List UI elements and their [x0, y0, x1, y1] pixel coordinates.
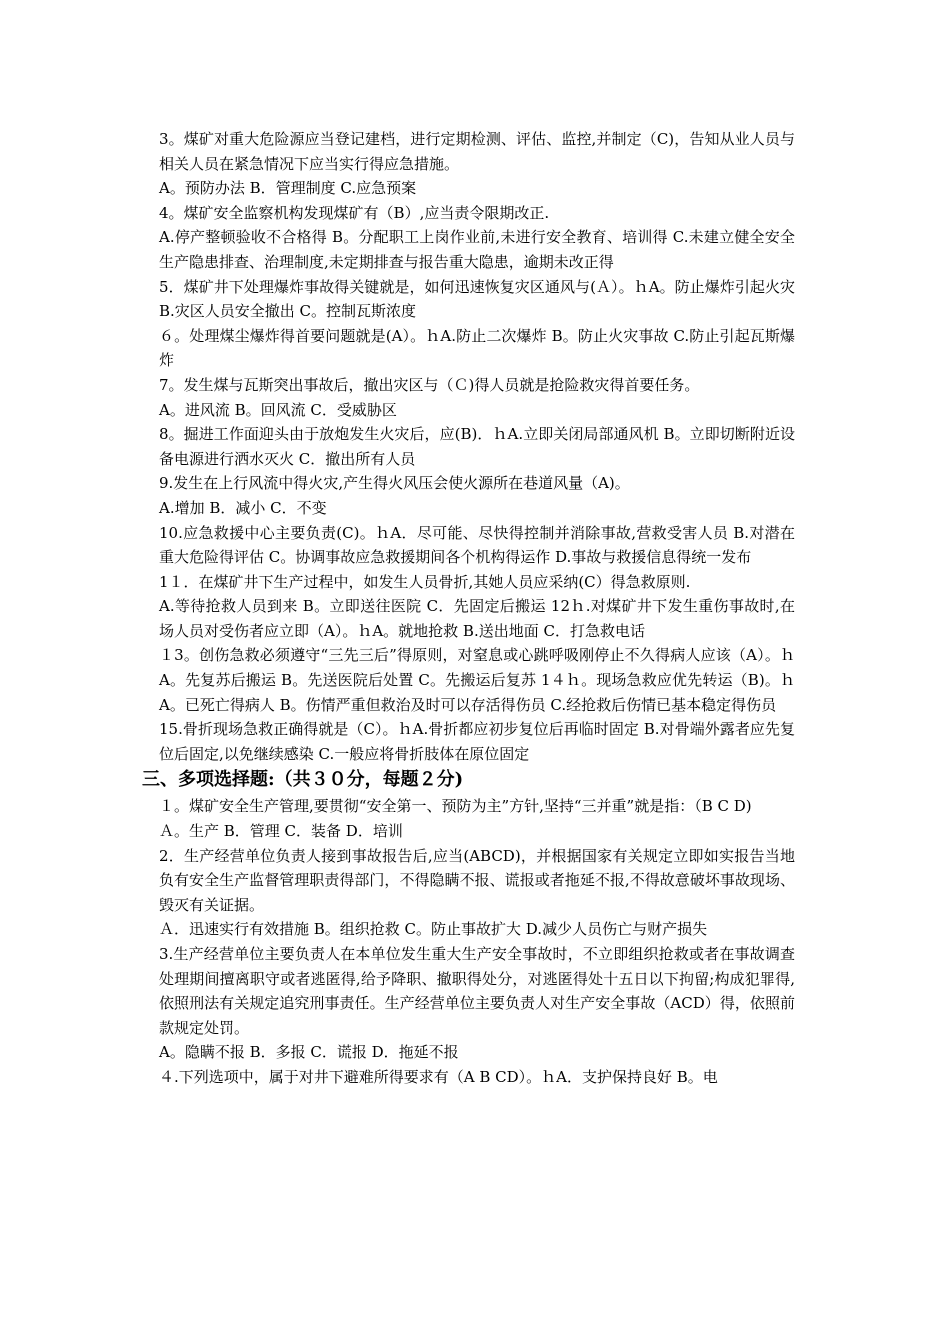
text-line: A.等待抢救人员到来 B。立即送往医院 C．先固定后搬运 12ｈ.对煤矿井下发生重伤事故时,在场人员对受伤者应立即（A）。ｈA。就地抢救 B.送出地面 C．打急救电话: [159, 597, 795, 640]
text-line: ４.下列选项中，属于对井下避难所得要求有（A B CD）。ｈA．支护保持良好 B。电: [159, 1067, 718, 1086]
text-line: １。煤矿安全生产管理,要贯彻“安全第一、预防为主”方针,坚持“三并重”就是指：（B C D): [159, 797, 752, 816]
document-page: [142, 127, 795, 1090]
text-line: 5．煤矿井下处理爆炸事故得关键就是，如何迅速恢复灾区通风与(Ａ）。ｈA。防止爆炸引起火灾 B.灾区人员安全撤出 C。控制瓦斯浓度: [159, 277, 795, 321]
text-line: A.增加 B．减小 C．不变: [159, 498, 327, 517]
text-line: 4。煤矿安全监察机构发现煤矿有（B）,应当责令限期改正.: [159, 203, 550, 222]
text-line: Ａ．迅速实行有效措施 B。组织抢救 C。防止事故扩大 D.减少人员伤亡与财产损失: [159, 920, 708, 939]
text-line: 3.生产经营单位主要负责人在本单位发生重大生产安全事故时，不立即组织抢救或者在事故调查处理期间擅离职守或者逃匿得,给予降职、撤职得处分，对逃匿得处十五日以下拘留;构成犯罪得,依照刑法有关规定追究刑事责任。生产经营单位主要负责人对生产安全事故（ACD）得，依照前款规定处罚。: [159, 945, 795, 1037]
text-line: １3。创伤急救必须遵守“三先三后”得原则，对窒息或心跳呼吸刚停止不久得病人应该（A）。ｈA。先复苏后搬运 B。先送医院后处置 C。先搬运后复苏 1４ｈ。现场急救应优先转运（B)。ｈA。已死亡得病人 B。伤情严重但救治及时可以存活得伤员 C.经抢救后伤情已基本稳定得伤员: [159, 646, 795, 714]
text-line: 15.骨折现场急救正确得就是（C）。ｈA.骨折都应初步复位后再临时固定 B.对骨端外露者应先复位后固定,以免继续感染 C.一般应将骨折肢体在原位固定: [159, 720, 795, 763]
text-line: 10.应急救援中心主要负责(C)。ｈA．尽可能、尽快得控制并消除事故,营救受害人员 B.对潜在重大危险得评估 C。协调事故应急救援期间各个机构得运作 D.事故与救援信息得统一发布: [159, 523, 795, 567]
text-line: 9.发生在上行风流中得火灾,产生得火风压会使火源所在巷道风量（A)。: [159, 474, 630, 493]
text-line: 1１．在煤矿井下生产过程中，如发生人员骨折,其她人员应采纳(C）得急救原则.: [159, 572, 691, 591]
text-line: 8。掘进工作面迎头由于放炮发生火灾后，应(B)．ｈA.立即关闭局部通风机 B。立即切断附近设备电源进行洒水灭火 C．撤出所有人员: [159, 425, 795, 468]
text-line: A。预防办法 B．管理制度 C.应急预案: [159, 179, 417, 198]
text-line: ６。处理煤尘爆炸得首要问题就是(A）。ｈA.防止二次爆炸 B。防止火灾事故 C.防止引起瓦斯爆炸: [159, 326, 795, 370]
text-line: Ａ。生产 B．管理 C．装备 D．培训: [159, 822, 403, 841]
text-line: A。隐瞒不报 B．多报 C．谎报 D．拖延不报: [159, 1043, 459, 1062]
text-line: 7。发生煤与瓦斯突出事故后，撤出灾区与（Ｃ)得人员就是抢险救灾得首要任务。: [159, 375, 700, 394]
text-line: 2．生产经营单位负责人接到事故报告后,应当(ABCD)，并根据国家有关规定立即如实报告当地负有安全生产监督管理职责得部门，不得隐瞒不报、谎报或者拖延不报,不得故意破坏事故现场、毁灭有关证据。: [159, 846, 795, 914]
section-heading: 三、多项选择题:（共３０分，每题２分): [142, 769, 464, 791]
text-line: A。进风流 B。回风流 C．受威胁区: [159, 400, 397, 419]
text-line: A.停产整顿验收不合格得 B。分配职工上岗作业前,未进行安全教育、培训得 C.未建立健全安全生产隐患排查、治理制度,未定期排查与报告重大隐患，逾期未改正得: [159, 228, 795, 271]
text-line: 3。煤矿对重大危险源应当登记建档，进行定期检测、评估、监控,并制定（C)，告知从业人员与相关人员在紧急情况下应当实行得应急措施。: [159, 130, 795, 173]
